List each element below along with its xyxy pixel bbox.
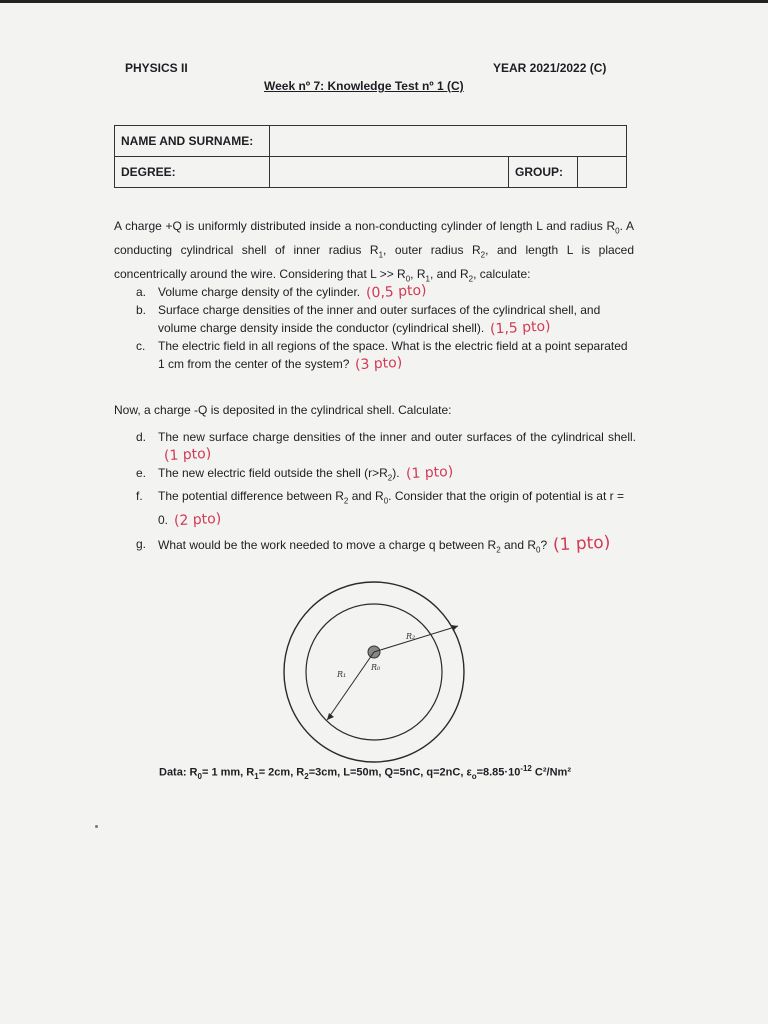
question-e bbox=[136, 464, 636, 487]
data-text: = 1 mm, R bbox=[201, 766, 255, 779]
question-f bbox=[136, 487, 636, 528]
label-r1: R₁ bbox=[337, 670, 347, 679]
question-text: . Consider that the origin of potential is at r = 0. bbox=[158, 489, 624, 527]
sub-2: 2 bbox=[343, 496, 349, 506]
sub-0b: 0 bbox=[405, 274, 411, 284]
degree-row bbox=[115, 157, 627, 188]
label-r0: R₀ bbox=[371, 663, 381, 672]
sub-1b: 1 bbox=[425, 274, 430, 284]
sub-o: o bbox=[471, 771, 477, 781]
handwritten-points: (1 pto) bbox=[405, 463, 454, 483]
question-text: The new surface charge densities of the inner and outer surfaces of the cylindrical shell. bbox=[158, 430, 636, 444]
intro-text-7: , calculate: bbox=[473, 266, 531, 281]
intro-text-5: , R bbox=[410, 266, 426, 281]
question-label: c. bbox=[136, 339, 146, 353]
inner-shell-circle bbox=[306, 604, 442, 740]
sub-2: 2 bbox=[480, 250, 486, 260]
sub-1: 1 bbox=[254, 771, 259, 781]
outer-shell-circle bbox=[284, 582, 464, 762]
question-g bbox=[136, 532, 636, 559]
sub-0: 0 bbox=[615, 226, 620, 236]
question-text: The electric field in all regions of the space. What is the electric field at a point separated 1 cm from the center of the system? bbox=[158, 339, 628, 371]
label-r2: R₂ bbox=[406, 632, 416, 641]
question-text: Surface charge densities of the inner and outer surfaces of the cylindrical shell, and volume charge density inside the conductor (cylindrical shell). bbox=[158, 303, 601, 335]
question-c bbox=[136, 337, 636, 373]
question-b bbox=[136, 301, 636, 337]
intro-text-1: A charge +Q is uniformly distributed inside a non-conducting cylinder of length L and radius R bbox=[114, 219, 616, 233]
question-label: d. bbox=[136, 430, 147, 444]
question-a bbox=[136, 283, 636, 301]
question-list-part1 bbox=[136, 283, 636, 373]
name-row bbox=[115, 126, 627, 157]
test-title: Week nº 7: Knowledge Test nº 1 (C) bbox=[264, 79, 464, 93]
question-text: and R bbox=[348, 489, 384, 504]
r1-arrowhead bbox=[327, 713, 334, 720]
data-text: =8.85·10 bbox=[476, 766, 521, 779]
sub-0: 0 bbox=[536, 545, 541, 555]
page-top-edge bbox=[0, 0, 768, 3]
r2-arrowhead bbox=[451, 625, 458, 631]
intro-text-3: , outer radius R bbox=[383, 242, 481, 257]
r1-radius-line bbox=[327, 652, 374, 720]
intro-text-4: , and length L is placed concentrically around the wire. Considering that L >> R bbox=[114, 242, 635, 281]
paper-speck bbox=[95, 825, 98, 828]
handwritten-points: (1,5 pto) bbox=[489, 318, 552, 338]
handwritten-points: (3 pto) bbox=[355, 354, 404, 374]
question-label: g. bbox=[136, 536, 147, 551]
degree-label: DEGREE: bbox=[115, 157, 270, 188]
sub-1: 1 bbox=[378, 250, 384, 260]
data-units: C²/Nm² bbox=[531, 766, 571, 779]
data-values bbox=[159, 764, 571, 781]
question-label: e. bbox=[136, 466, 147, 480]
handwritten-points: (1 pto) bbox=[163, 445, 212, 465]
question-text: The potential difference between R bbox=[158, 489, 344, 504]
sub-2: 2 bbox=[304, 771, 309, 781]
problem-statement bbox=[114, 217, 634, 289]
data-text: =3cm, L=50m, Q=5nC, q=2nC, ε bbox=[308, 766, 472, 779]
group-label: GROUP: bbox=[509, 157, 578, 188]
academic-year: YEAR 2021/2022 (C) bbox=[493, 61, 607, 75]
handwritten-points: (0,5 pto) bbox=[365, 282, 428, 302]
question-text: and R bbox=[500, 537, 537, 552]
question-text: ). bbox=[392, 466, 400, 480]
r2-radius-line bbox=[374, 626, 458, 652]
question-text: ? bbox=[540, 537, 548, 552]
student-info-table bbox=[114, 125, 627, 188]
name-field[interactable] bbox=[270, 126, 627, 157]
question-label: f. bbox=[136, 489, 143, 504]
intro-text-2: . A conducting cylindrical shell of inner radius R bbox=[114, 219, 634, 257]
part2-intro: Now, a charge -Q is deposited in the cylindrical shell. Calculate: bbox=[114, 403, 452, 417]
cylinder-cross-section-diagram bbox=[282, 580, 466, 764]
sub-0: 0 bbox=[383, 496, 389, 506]
handwritten-points: (1 pto) bbox=[552, 532, 611, 556]
data-text: Data: R bbox=[159, 766, 198, 779]
name-label: NAME AND SURNAME: bbox=[115, 126, 270, 157]
sub-2: 2 bbox=[496, 545, 501, 555]
sub-2: 2 bbox=[387, 473, 393, 483]
question-d bbox=[136, 428, 636, 464]
question-text: Volume charge density of the cylinder. bbox=[158, 285, 361, 299]
question-label: a. bbox=[136, 285, 147, 299]
question-list-part2 bbox=[136, 428, 636, 559]
course-name: PHYSICS II bbox=[125, 61, 188, 75]
group-field[interactable] bbox=[578, 157, 627, 188]
question-label: b. bbox=[136, 303, 147, 317]
exponent: -12 bbox=[520, 764, 532, 773]
intro-text-6: , and R bbox=[429, 266, 469, 281]
handwritten-points: (2 pto) bbox=[173, 510, 222, 530]
degree-field[interactable] bbox=[270, 157, 509, 188]
question-text: What would be the work needed to move a charge q between R bbox=[158, 537, 497, 552]
sub-2b: 2 bbox=[468, 274, 474, 284]
question-text: The new electric field outside the shell (r>R bbox=[158, 466, 388, 480]
data-text: = 2cm, R bbox=[258, 766, 305, 779]
sub-0: 0 bbox=[197, 771, 202, 781]
